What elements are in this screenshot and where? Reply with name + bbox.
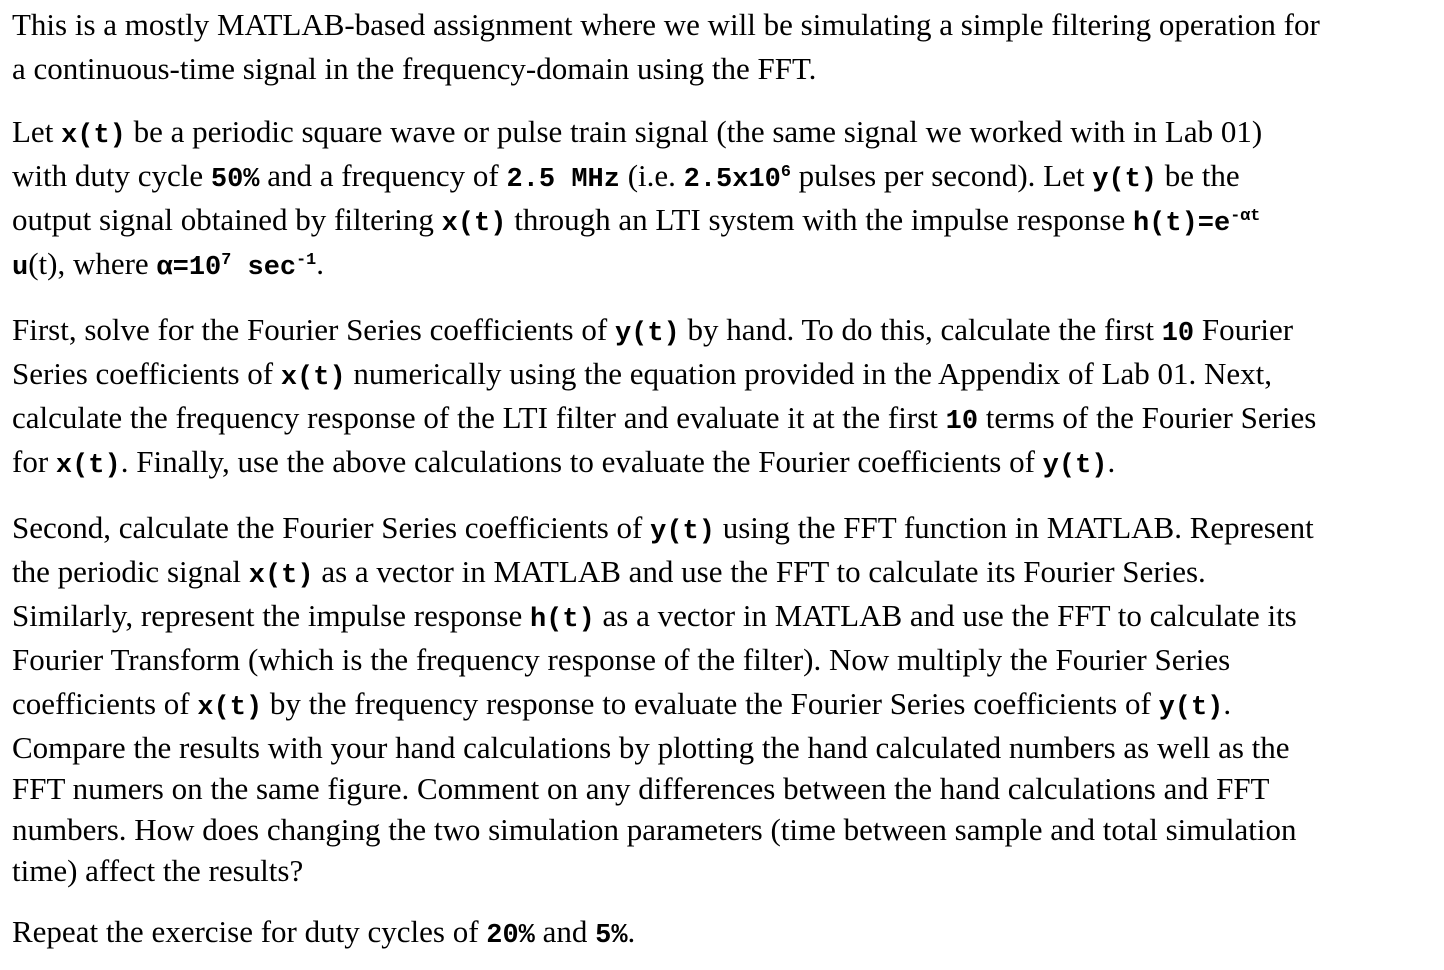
text-run: (t), where <box>28 246 157 281</box>
code-y-t: y(t) <box>1158 693 1224 723</box>
text-run: . <box>1107 444 1116 479</box>
text-run: . <box>627 914 636 949</box>
code-x-t: x(t) <box>248 561 314 591</box>
text-run: Fourier <box>1194 312 1294 347</box>
code-y-t: y(t) <box>650 517 715 547</box>
code-frequency-scientific <box>683 162 791 195</box>
text-line <box>12 446 1436 490</box>
text-run: as a vector in MATLAB and use the FFT to calculate its Fourier Series. <box>313 554 1206 589</box>
text-run: h(t)=e <box>1132 209 1231 239</box>
code-duty-cycle-20: 20% <box>486 921 535 951</box>
text-run: and a frequency of <box>259 158 507 193</box>
text-run: numerically using the equation provided in the Appendix of Lab 01. Next, <box>345 356 1273 391</box>
code-ten: 10 <box>945 407 979 437</box>
text-line: FFT numers on the same figure. Comment on any differences between the hand calculations and FFT <box>12 771 1270 806</box>
text-run: be a periodic square wave or pulse train signal (the same signal we worked with in Lab 01) <box>125 114 1263 149</box>
text-run: Let <box>12 114 62 149</box>
code-ten: 10 <box>1161 319 1195 349</box>
text-run: output signal obtained by filtering <box>12 202 442 237</box>
text-run: the periodic signal <box>12 554 249 589</box>
text-run: . <box>316 246 324 281</box>
text-line: a continuous-time signal in the frequency-domain using the FFT. <box>12 51 817 86</box>
text-line <box>12 556 1436 600</box>
code-x-t: x(t) <box>197 693 263 723</box>
text-run: be the <box>1157 158 1240 193</box>
text-line <box>12 916 1436 960</box>
text-run: Series coefficients of <box>12 356 281 391</box>
signal-definition-paragraph <box>12 116 1436 292</box>
code-alpha <box>156 250 317 283</box>
code-x-t: x(t) <box>441 209 507 239</box>
text-run: sec <box>231 253 297 283</box>
text-run: First, solve for the Fourier Series coefficients of <box>12 312 615 347</box>
text-run: with duty cycle <box>12 158 211 193</box>
text-run: by the frequency response to evaluate the Fourier Series coefficients of <box>262 686 1159 721</box>
repeat-instruction-paragraph <box>12 916 1436 960</box>
superscript: -αt <box>1230 206 1261 226</box>
text-line: time) affect the results? <box>12 853 304 888</box>
text-line <box>12 204 1436 248</box>
text-line <box>12 116 1436 160</box>
code-impulse-response <box>1132 206 1261 239</box>
text-line <box>12 358 1436 402</box>
text-run: Repeat the exercise for duty cycles of <box>12 914 487 949</box>
text-line <box>12 314 1436 358</box>
text-run: α=10 <box>156 253 222 283</box>
text-line: numbers. How does changing the two simulation parameters (time between sample and total simulation <box>12 812 1297 847</box>
text-run: (i.e. <box>619 158 684 193</box>
code-y-t: y(t) <box>614 319 680 349</box>
code-x-t: x(t) <box>55 451 121 481</box>
text-run: coefficients of <box>12 686 198 721</box>
code-h-t: h(t) <box>529 605 595 635</box>
text-line: This is a mostly MATLAB-based assignment where we will be simulating a simple filtering operation for <box>12 7 1320 42</box>
code-y-t: y(t) <box>1042 451 1108 481</box>
code-x-t: x(t) <box>61 121 126 151</box>
text-run: Similarly, represent the impulse response <box>12 598 530 633</box>
text-run: 2.5x10 <box>683 165 781 195</box>
text-line: Fourier Transform (which is the frequency response of the filter). Now multiply the Fourier Series <box>12 642 1231 677</box>
fft-calculation-paragraph <box>12 512 1436 899</box>
text-run: for <box>12 444 56 479</box>
text-run: pulses per second). Let <box>790 158 1093 193</box>
text-line: Compare the results with your hand calculations by plotting the hand calculated numbers as well as the <box>12 730 1290 765</box>
text-run: terms of the Fourier Series <box>978 400 1317 435</box>
text-line <box>12 160 1436 204</box>
text-run: . <box>1223 686 1232 721</box>
hand-calculation-paragraph <box>12 314 1436 490</box>
text-line <box>12 600 1436 644</box>
text-run: calculate the frequency response of the LTI filter and evaluate it at the first <box>12 400 946 435</box>
intro-paragraph <box>12 9 1436 97</box>
text-run: . Finally, use the above calculations to evaluate the Fourier coefficients of <box>120 444 1043 479</box>
text-run: Second, calculate the Fourier Series coefficients of <box>12 510 651 545</box>
text-run: and <box>534 914 596 949</box>
code-duty-cycle: 50% <box>210 165 260 195</box>
text-run: as a vector in MATLAB and use the FFT to calculate its <box>594 598 1297 633</box>
superscript: 6 <box>780 162 791 182</box>
superscript: -1 <box>296 250 317 270</box>
text-line <box>12 688 1436 732</box>
text-run: using the FFT function in MATLAB. Represent <box>714 510 1314 545</box>
text-line <box>12 248 1436 292</box>
code-y-t: y(t) <box>1092 165 1158 195</box>
superscript: 7 <box>221 250 232 270</box>
text-run: through an LTI system with the impulse response <box>506 202 1133 237</box>
text-run: by hand. To do this, calculate the first <box>679 312 1162 347</box>
text-line <box>12 512 1436 556</box>
text-line <box>12 402 1436 446</box>
code-duty-cycle-5: 5% <box>595 921 628 951</box>
code-u: u <box>12 253 29 283</box>
code-frequency: 2.5 MHz <box>506 165 620 195</box>
code-x-t: x(t) <box>280 363 346 393</box>
